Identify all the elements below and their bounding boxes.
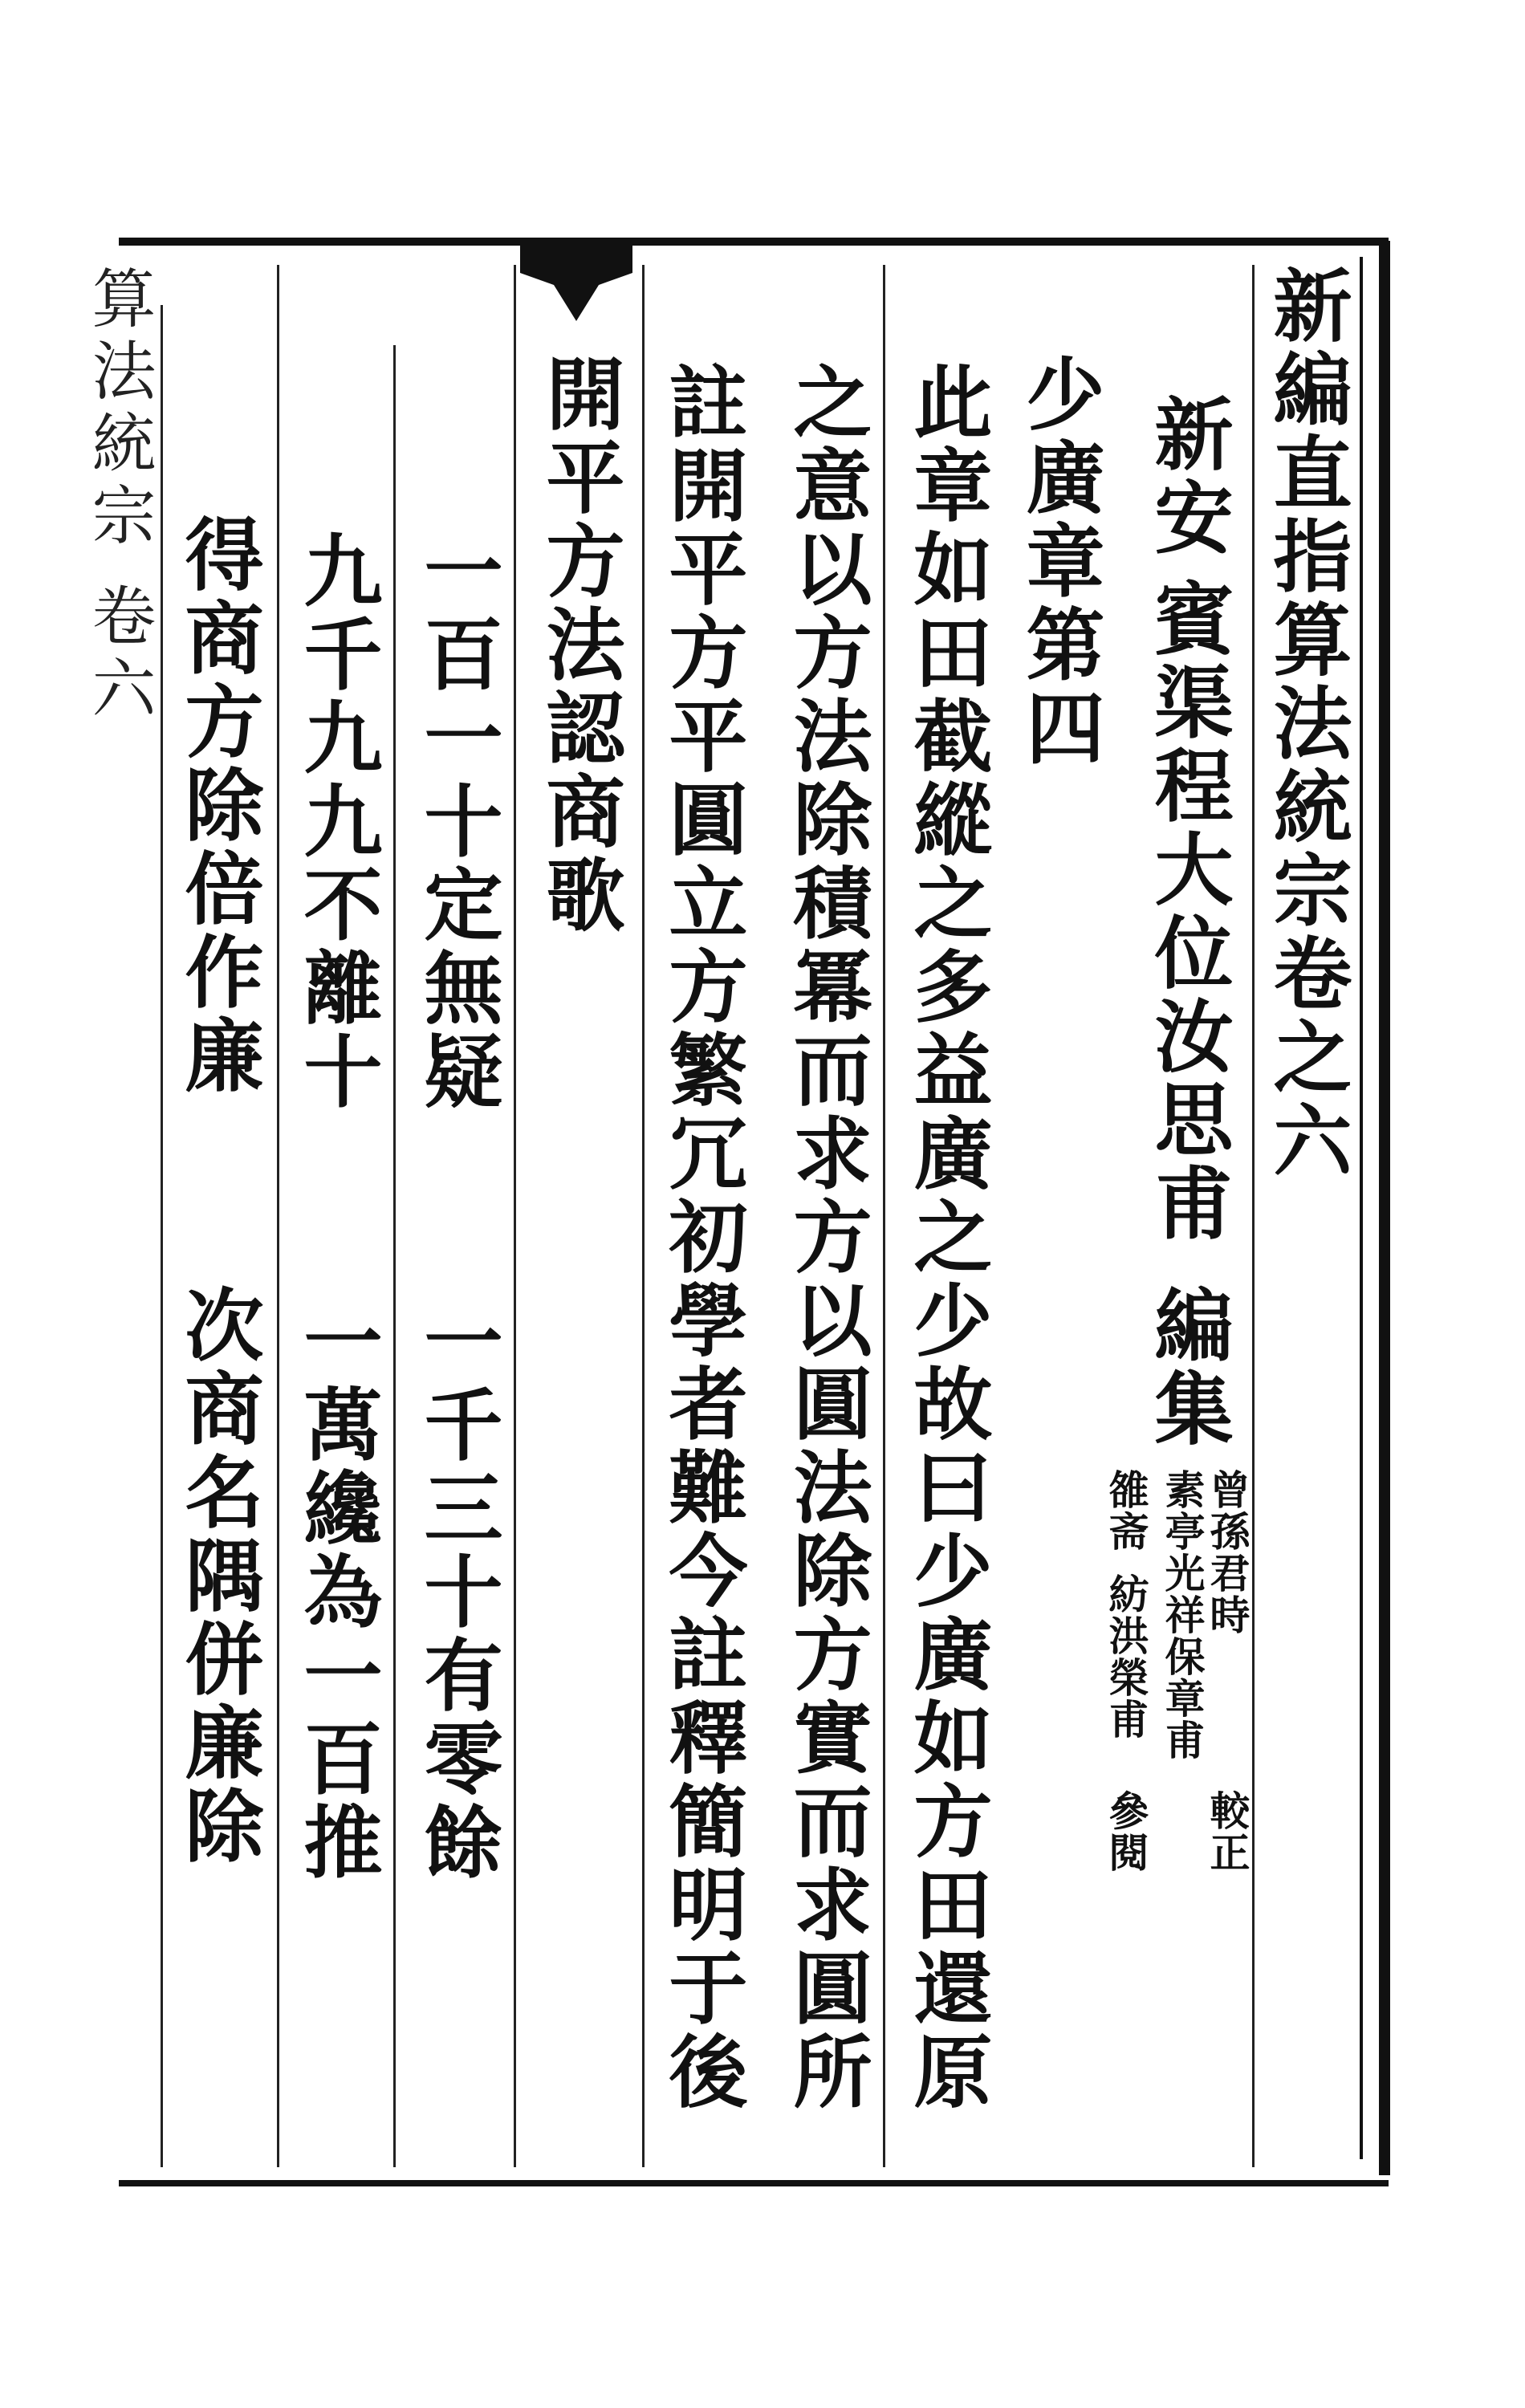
verse-1a: 一百一十定無疑 [411, 530, 503, 1114]
verse-1b: 一千三十有零餘 [411, 1300, 503, 1885]
column-rule [642, 265, 645, 2167]
frame-inner-border [1360, 257, 1363, 2159]
verse-3b: 次商名隅併廉除 [172, 1284, 264, 1869]
credit-2-line1: 雒斋 [1102, 1469, 1150, 1552]
column-rule [514, 265, 516, 2167]
verse-2a: 九千九九不離十 [291, 530, 383, 1114]
credit-2-role: 參閱 [1102, 1790, 1150, 1873]
section-title: 開平方法認商歌 [533, 353, 625, 938]
body-line-2: 之意以方法除積冪而求方以圓法除方實而求圓所 [780, 361, 872, 2114]
frame-right-border [1379, 241, 1390, 2175]
credit-1-line2: 素亭光祥保章甫 [1158, 1469, 1206, 1761]
credit-2-line2: 紡洪榮甫 [1102, 1573, 1150, 1740]
verse-3a: 得商方除倍作廉 [172, 514, 264, 1098]
credit-1-line1: 曾孫君時 [1203, 1469, 1251, 1636]
body-line-3: 註開平方平圓立方繁冗初學者難今註釋簡明于後 [656, 361, 748, 2114]
author-place: 新安 [1141, 393, 1234, 560]
column-rule [277, 265, 279, 2167]
author-role: 編集 [1141, 1284, 1234, 1451]
column-rule [1252, 265, 1255, 2167]
margin-label: 算法統宗 卷六 [81, 265, 156, 727]
author-name: 賓渠程大位汝思甫 [1141, 578, 1234, 1246]
credit-1-role: 較正 [1203, 1790, 1251, 1873]
chapter-heading: 少廣章第四 [1013, 353, 1105, 771]
verse-2b: 一萬纔為一百推 [291, 1300, 383, 1885]
volume-title: 新編直指算法統宗卷之六 [1260, 265, 1352, 1183]
column-rule [393, 345, 396, 2167]
body-line-1: 此章如田截縱之多益廣之少故曰少廣如方田還原 [901, 361, 993, 2114]
column-rule [883, 265, 885, 2167]
